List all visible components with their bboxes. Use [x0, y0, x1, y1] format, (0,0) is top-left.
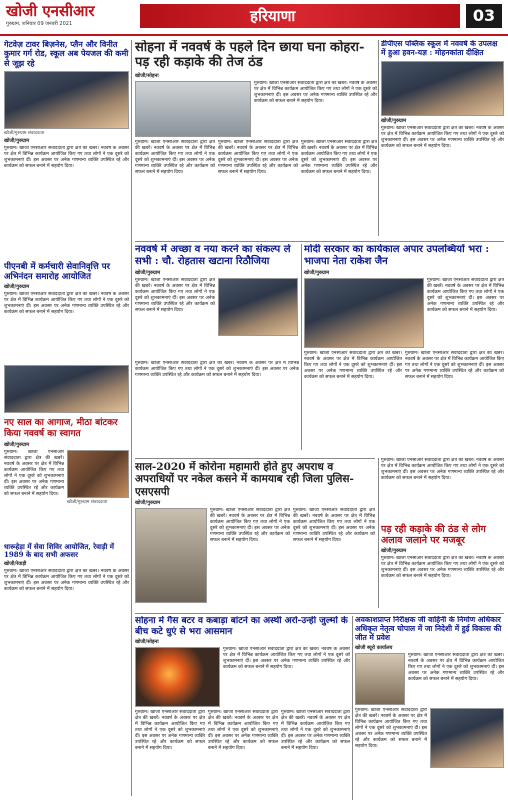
right-mid-body-b: गुरुग्राम। खोजी एनसीआर संवाददाता द्वारा क्षेत्र की खबरें। नववर्ष के अवसर पर क्षेत्र में विभिन्न कार्यक्रम आयोजित किए गए तथा लोगों ने एक दूसरे को शुभकामनाएं दीं। इस अवसर पर अनेक गणमान्य व्यक्ति उपस्थित रहे और कार्यक्रम को सफल बनाने में सहयोग दिया। — [381, 556, 504, 580]
crime-photo-ssp — [135, 508, 207, 603]
award-story — [355, 616, 504, 800]
page-number: 03 — [466, 4, 502, 28]
story-left-top-photo — [4, 71, 129, 129]
story-left-final-headline: धारूहेड़ा में सेवा शिविर आयोजित, रेवाड़ी में 1989 के बाद सभी अफसर — [4, 541, 114, 559]
right-mid-story — [381, 458, 504, 613]
lead-body-a: गुरुग्राम। खोजी एनसीआर संवाददाता द्वारा क्षेत्र की खबरें। नववर्ष के अवसर पर क्षेत्र में विभिन्न कार्यक्रम आयोजित किए गए तथा लोगों ने एक दूसरे को शुभकामनाएं दीं। इस अवसर पर अनेक गणमान्य व्यक्ति उपस्थित रहे और कार्यक्रम को सफल बनाने में सहयोग दिया। — [254, 80, 377, 104]
lead-byline: खोजी/सोहना — [135, 72, 159, 79]
section-banner — [140, 4, 460, 28]
lead-body-b: गुरुग्राम। खोजी एनसीआर संवाददाता द्वारा क्षेत्र की खबरें। नववर्ष के अवसर पर क्षेत्र में विभिन्न कार्यक्रम आयोजित किए गए तथा लोगों ने एक दूसरे को शुभकामनाएं दीं। इस अवसर पर अनेक गणमान्य व्यक्ति उपस्थित रहे और कार्यक्रम को सफल बनाने में सहयोग दिया। — [135, 139, 215, 175]
column-divider — [352, 616, 353, 800]
banner2-photo — [304, 278, 424, 348]
section-divider — [135, 458, 375, 459]
story-left-top-body: गुरुग्राम। खोजी एनसीआर संवाददाता द्वारा क्षेत्र की खबरें। नववर्ष के अवसर पर क्षेत्र में विभिन्न कार्यक्रम आयोजित किए गए तथा लोगों ने एक दूसरे को शुभकामनाएं दीं। इस अवसर पर अनेक गणमान्य व्यक्ति उपस्थित रहे और कार्यक्रम को सफल बनाने में सहयोग दिया। — [4, 146, 129, 170]
crime-story — [135, 461, 375, 611]
column-divider — [131, 40, 132, 796]
story-left-mid-photo — [4, 365, 129, 413]
column-divider — [378, 458, 379, 608]
cold-headline: सोहना में गैस बटर व कबाड़ा बांटने का अस्थी अरो-उन्ही जुल्मों के बीच कटे धुएं से भरा आसमान — [135, 616, 348, 637]
newspaper-title: खोजी एनसीआर — [6, 2, 95, 20]
banner2-byline: खोजी/गुरुग्राम — [304, 269, 330, 276]
story-left-top-caption: खोजी/गुरुग्राम संवाददाता — [4, 131, 45, 137]
award-photo-portrait — [355, 653, 405, 705]
story-left-bottom-body: गुरुग्राम। खोजी एनसीआर संवाददाता द्वारा क्षेत्र की खबरें। नववर्ष के अवसर पर क्षेत्र में विभिन्न कार्यक्रम आयोजित किए गए तथा लोगों ने एक दूसरे को शुभकामनाएं दीं। इस अवसर पर अनेक गणमान्य व्यक्ति उपस्थित रहे और कार्यक्रम को सफल बनाने में सहयोग दिया। — [4, 449, 64, 497]
story-left-final-body: गुरुग्राम। खोजी एनसीआर संवाददाता द्वारा क्षेत्र की खबरें। नववर्ष के अवसर पर क्षेत्र में विभिन्न कार्यक्रम आयोजित किए गए तथा लोगों ने एक दूसरे को शुभकामनाएं दीं। इस अवसर पर अनेक गणमान्य व्यक्ति उपस्थित रहे और कार्यक्रम को सफल बनाने में सहयोग दिया। — [4, 569, 129, 593]
right-mid-headline: पड़ रही कड़ाके की ठंड से लोग अलाव जलाने पर मजबूर — [381, 524, 486, 547]
masthead-left — [6, 3, 136, 27]
right-top-photo — [381, 61, 504, 116]
lead-photo-fog — [135, 81, 251, 137]
story-left-mid-byline: खोजी/गुरुग्राम — [4, 284, 30, 291]
crime-byline: खोजी/गुरुग्राम — [135, 500, 161, 507]
lead-body-c: गुरुग्राम। खोजी एनसीआर संवाददाता द्वारा क्षेत्र की खबरें। नववर्ष के अवसर पर क्षेत्र में विभिन्न कार्यक्रम आयोजित किए गए तथा लोगों ने एक दूसरे को शुभकामनाएं दीं। इस अवसर पर अनेक गणमान्य व्यक्ति उपस्थित रहे और कार्यक्रम को सफल बनाने में सहयोग दिया। — [218, 139, 298, 175]
banner2-body-b: गुरुग्राम। खोजी एनसीआर संवाददाता द्वारा क्षेत्र की खबरें। नववर्ष के अवसर पर क्षेत्र में विभिन्न कार्यक्रम आयोजित किए गए तथा लोगों ने एक दूसरे को शुभकामनाएं दीं। इस अवसर पर अनेक गणमान्य व्यक्ति उपस्थित रहे और कार्यक्रम को सफल बनाने में सहयोग दिया। — [304, 350, 402, 380]
story-left-mid-headline: पीएनबी में कर्मचारी सेवानिवृत्ति पर अभिनंदन समारोह आयोजित — [4, 262, 111, 283]
story-left-top-byline: खोजी/गुरुग्राम — [4, 138, 30, 145]
section-title: हरियाणा — [250, 7, 296, 25]
right-top-byline: खोजी/गुरुग्राम — [381, 117, 407, 124]
cold-photo-bonfire — [135, 647, 220, 707]
cold-body-d: गुरुग्राम। खोजी एनसीआर संवाददाता द्वारा क्षेत्र की खबरें। नववर्ष के अवसर पर क्षेत्र में विभिन्न कार्यक्रम आयोजित किए गए तथा लोगों ने एक दूसरे को शुभकामनाएं दीं। इस अवसर पर अनेक गणमान्य व्यक्ति उपस्थित रहे और कार्यक्रम को सफल बनाने में सहयोग दिया। — [281, 710, 350, 752]
banner1-headline: नववर्ष में अच्छा व नया करने का संकल्प ले सभी : चौ. रोहतास खटाना रिठौजिया — [135, 244, 291, 267]
banner2-story — [304, 244, 504, 454]
column-divider — [301, 244, 302, 450]
right-top-body: गुरुग्राम। खोजी एनसीआर संवाददाता द्वारा क्षेत्र की खबरें। नववर्ष के अवसर पर क्षेत्र में विभिन्न कार्यक्रम आयोजित किए गए तथा लोगों ने एक दूसरे को शुभकामनाएं दीं। इस अवसर पर अनेक गणमान्य व्यक्ति उपस्थित रहे और कार्यक्रम को सफल बनाने में सहयोग दिया। — [381, 125, 504, 149]
story-left-final-byline: खोजी/रेवाड़ी — [4, 561, 27, 568]
lead-story — [135, 40, 377, 240]
cold-body-a: गुरुग्राम। खोजी एनसीआर संवाददाता द्वारा क्षेत्र की खबरें। नववर्ष के अवसर पर क्षेत्र में विभिन्न कार्यक्रम आयोजित किए गए तथा लोगों ने एक दूसरे को शुभकामनाएं दीं। इस अवसर पर अनेक गणमान्य व्यक्ति उपस्थित रहे और कार्यक्रम को सफल बनाने में सहयोग दिया। — [223, 647, 350, 671]
lead-body-d: गुरुग्राम। खोजी एनसीआर संवाददाता द्वारा क्षेत्र की खबरें। नववर्ष के अवसर पर क्षेत्र में विभिन्न कार्यक्रम आयोजित किए गए तथा लोगों ने एक दूसरे को शुभकामनाएं दीं। इस अवसर पर अनेक गणमान्य व्यक्ति उपस्थित रहे और कार्यक्रम को सफल बनाने में सहयोग दिया। — [301, 139, 377, 175]
cold-body-b: गुरुग्राम। खोजी एनसीआर संवाददाता द्वारा क्षेत्र की खबरें। नववर्ष के अवसर पर क्षेत्र में विभिन्न कार्यक्रम आयोजित किए गए तथा लोगों ने एक दूसरे को शुभकामनाएं दीं। इस अवसर पर अनेक गणमान्य व्यक्ति उपस्थित रहे और कार्यक्रम को सफल बनाने में सहयोग दिया। — [135, 710, 205, 752]
story-left-mid-body: गुरुग्राम। खोजी एनसीआर संवाददाता द्वारा क्षेत्र की खबरें। नववर्ष के अवसर पर क्षेत्र में विभिन्न कार्यक्रम आयोजित किए गए तथा लोगों ने एक दूसरे को शुभकामनाएं दीं। इस अवसर पर अनेक गणमान्य व्यक्ति उपस्थित रहे और कार्यक्रम को सफल बनाने में सहयोग दिया। — [4, 292, 129, 316]
right-mid-byline: खोजी/गुरुग्राम — [381, 548, 407, 555]
cold-story — [135, 616, 350, 800]
banner2-body-a: गुरुग्राम। खोजी एनसीआर संवाददाता द्वारा क्षेत्र की खबरें। नववर्ष के अवसर पर क्षेत्र में विभिन्न कार्यक्रम आयोजित किए गए तथा लोगों ने एक दूसरे को शुभकामनाएं दीं। इस अवसर पर अनेक गणमान्य व्यक्ति उपस्थित रहे और कार्यक्रम को सफल बनाने में सहयोग दिया। — [427, 277, 504, 313]
award-byline: खोजी ब्यूरो कार्यालय — [355, 644, 393, 651]
story-left-bottom-headline: नए साल का आगाज, मीठा बांटकर किया नववर्ष का स्वागत — [4, 418, 118, 439]
banner1-story — [135, 244, 299, 454]
lead-headline: सोहना में नववर्ष के पहले दिन छाया घना कोहरा-पड़ रही कड़ाके की तेज ठंड — [135, 40, 365, 71]
crime-headline: साल-2020 में कोरोना महामारी होते हुए अपराध व अपराधियों पर नकेल कसने में कामयाब रही जिला पुलिस-एसएसपी — [135, 461, 354, 498]
story-left-top-headline: गेटवेज़ टावर बिज़नेस, प्लैन और विनीत कुमार गर्ग रोड, स्कूल अब पेयजल की कमी से जूझ रहे — [4, 40, 129, 68]
column-divider — [378, 40, 379, 236]
award-headline: अवकाशप्राप्त निरीक्षक जी वाहिनी के निर्माण अधिकार अधिकृत नेतृत्व चोपाल में जा निदेशी में हुई विकास की जीत में प्रवेश — [355, 616, 502, 642]
crime-body-a: गुरुग्राम। खोजी एनसीआर संवाददाता द्वारा क्षेत्र की खबरें। नववर्ष के अवसर पर क्षेत्र में विभिन्न कार्यक्रम आयोजित किए गए तथा लोगों ने एक दूसरे को शुभकामनाएं दीं। इस अवसर पर अनेक गणमान्य व्यक्ति उपस्थित रहे और कार्यक्रम को सफल बनाने में सहयोग दिया। — [210, 508, 290, 544]
story-left-bottom-byline: खोजी/गुरुग्राम — [4, 441, 30, 448]
story-left-bottom-photo — [67, 450, 129, 498]
banner1-photo — [218, 278, 298, 336]
right-top-story — [381, 40, 504, 240]
story-left-bottom-caption: खोजी/गुरुग्राम संवाददाता — [67, 499, 108, 505]
banner1-body-a: गुरुग्राम। खोजी एनसीआर संवाददाता द्वारा क्षेत्र की खबरें। नववर्ष के अवसर पर क्षेत्र में विभिन्न कार्यक्रम आयोजित किए गए तथा लोगों ने एक दूसरे को शुभकामनाएं दीं। इस अवसर पर अनेक गणमान्य व्यक्ति उपस्थित रहे और कार्यक्रम को सफल बनाने में सहयोग दिया। — [135, 277, 215, 313]
banner2-body-c: गुरुग्राम। खोजी एनसीआर संवाददाता द्वारा क्षेत्र की खबरें। नववर्ष के अवसर पर क्षेत्र में विभिन्न कार्यक्रम आयोजित किए गए तथा लोगों ने एक दूसरे को शुभकामनाएं दीं। इस अवसर पर अनेक गणमान्य व्यक्ति उपस्थित रहे और कार्यक्रम को सफल बनाने में सहयोग दिया। — [405, 350, 504, 380]
newspaper-dateline: गुरुग्राम, शनिवार 09 जनवरी 2021 — [6, 21, 73, 27]
award-body-b: गुरुग्राम। खोजी एनसीआर संवाददाता द्वारा क्षेत्र की खबरें। नववर्ष के अवसर पर क्षेत्र में विभिन्न कार्यक्रम आयोजित किए गए तथा लोगों ने एक दूसरे को शुभकामनाएं दीं। इस अवसर पर अनेक गणमान्य व्यक्ति उपस्थित रहे और कार्यक्रम को सफल बनाने में सहयोग दिया। — [355, 707, 427, 749]
right-mid-body-a: गुरुग्राम। खोजी एनसीआर संवाददाता द्वारा क्षेत्र की खबरें। नववर्ष के अवसर पर क्षेत्र में विभिन्न कार्यक्रम आयोजित किए गए तथा लोगों ने एक दूसरे को शुभकामनाएं दीं। इस अवसर पर अनेक गणमान्य व्यक्ति उपस्थित रहे और कार्यक्रम को सफल बनाने में सहयोग दिया। — [381, 458, 504, 481]
cold-byline: खोजी/सोहना — [135, 639, 159, 646]
award-body-a: गुरुग्राम। खोजी एनसीआर संवाददाता द्वारा क्षेत्र की खबरें। नववर्ष के अवसर पर क्षेत्र में विभिन्न कार्यक्रम आयोजित किए गए तथा लोगों ने एक दूसरे को शुभकामनाएं दीं। इस अवसर पर अनेक गणमान्य व्यक्ति उपस्थित रहे और कार्यक्रम को सफल बनाने में सहयोग दिया। — [408, 652, 504, 682]
section-divider — [135, 613, 504, 614]
banner1-body-b: गुरुग्राम। खोजी एनसीआर संवाददाता द्वारा क्षेत्र की खबरें। नववर्ष के अवसर पर क्षेत्र में विभिन्न कार्यक्रम आयोजित किए गए तथा लोगों ने एक दूसरे को शुभकामनाएं दीं। इस अवसर पर अनेक गणमान्य व्यक्ति उपस्थित रहे और कार्यक्रम को सफल बनाने में सहयोग दिया। — [135, 360, 299, 378]
banner2-headline: मोदी सरकार का कार्यकाल अपार उपलब्धियों भरा : भाजपा नेता राकेश जैन — [304, 244, 490, 267]
right-top-headline: डीपीएस पब्लिक स्कूल में नववर्ष के उपलक्ष में हुआ हवन-यज्ञ : मोहनकांता दीक्षित — [381, 40, 498, 57]
masthead — [0, 0, 508, 36]
left-column — [4, 40, 129, 800]
section-divider — [135, 241, 504, 242]
cold-body-c: गुरुग्राम। खोजी एनसीआर संवाददाता द्वारा क्षेत्र की खबरें। नववर्ष के अवसर पर क्षेत्र में विभिन्न कार्यक्रम आयोजित किए गए तथा लोगों ने एक दूसरे को शुभकामनाएं दीं। इस अवसर पर अनेक गणमान्य व्यक्ति उपस्थित रहे और कार्यक्रम को सफल बनाने में सहयोग दिया। — [208, 710, 278, 752]
crime-body-b: गुरुग्राम। खोजी एनसीआर संवाददाता द्वारा क्षेत्र की खबरें। नववर्ष के अवसर पर क्षेत्र में विभिन्न कार्यक्रम आयोजित किए गए तथा लोगों ने एक दूसरे को शुभकामनाएं दीं। इस अवसर पर अनेक गणमान्य व्यक्ति उपस्थित रहे और कार्यक्रम को सफल बनाने में सहयोग दिया। — [293, 508, 375, 544]
banner1-byline: खोजी/गुरुग्राम — [135, 269, 161, 276]
award-photo-group — [430, 708, 504, 768]
